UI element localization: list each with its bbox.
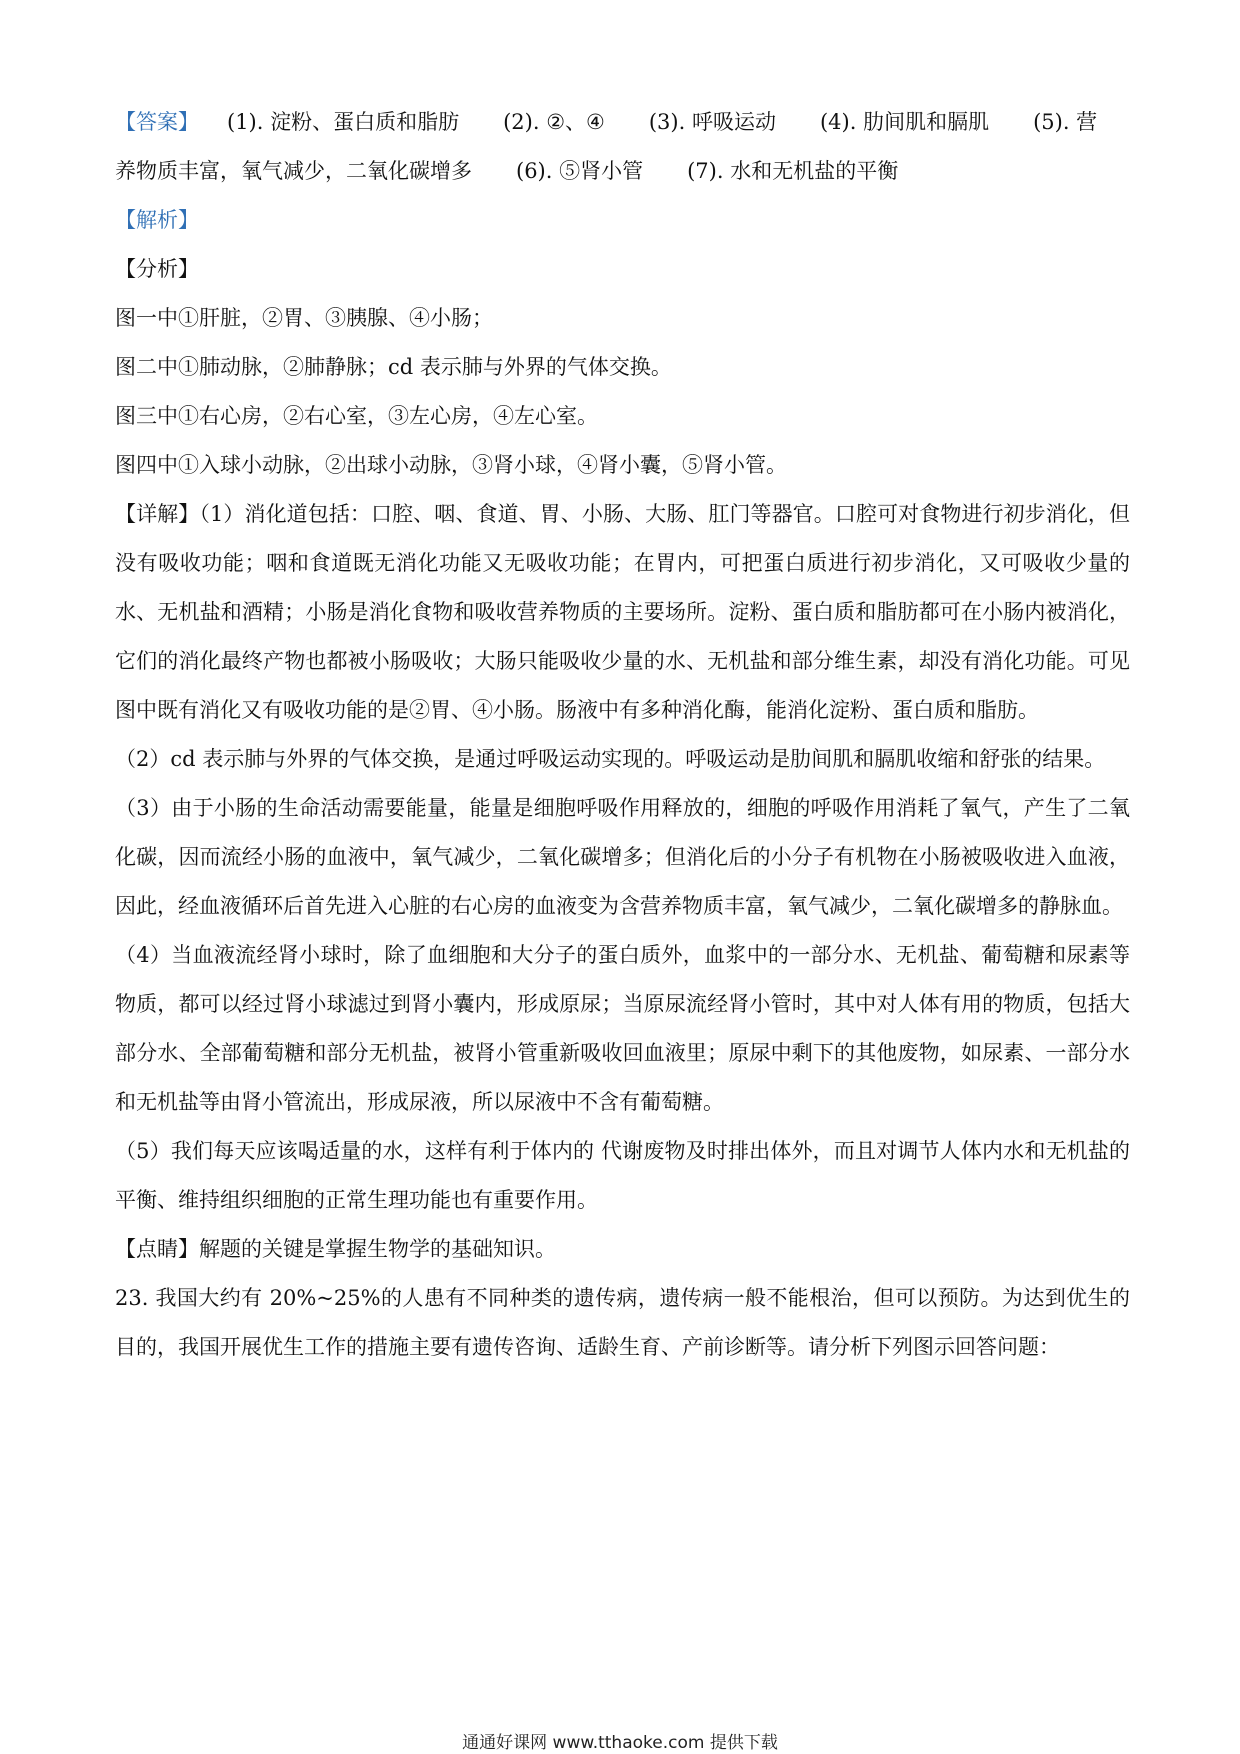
detail-paragraph-3: （3）由于小肠的生命活动需要能量，能量是细胞呼吸作用释放的，细胞的呼吸作用消耗了氧气，产生了二氧化碳，因而流经小肠的血液中，氧气减少，二氧化碳增多；但消化后的小分子有机物在小肠被吸收进入血液，因此，经血液循环后首先进入心脏的右心房的血液变为含营养物质丰富，氧气减少，二氧化碳增多的静脉血。 xyxy=(115,796,1130,918)
dianjing-paragraph xyxy=(115,1225,1130,1274)
answer-line-2 xyxy=(115,147,1130,196)
answer-item: 养物质丰富，氧气减少，二氧化碳增多 xyxy=(115,159,472,183)
detail-paragraph-1 xyxy=(115,490,1130,735)
fenxi-heading: 【分析】 xyxy=(115,257,199,281)
fenxi-line-4: 图四中①入球小动脉，②出球小动脉，③肾小球，④肾小囊，⑤肾小管。 xyxy=(115,453,787,477)
answer-tag: 【答案】 xyxy=(115,110,199,134)
detail-tag: 【详解】 xyxy=(115,502,200,526)
answer-item: (7). 水和无机盐的平衡 xyxy=(687,159,899,183)
answer-line-1 xyxy=(115,98,1130,147)
footer-watermark: 通通好课网 www.tthaoke.com 提供下载 xyxy=(462,1733,778,1753)
answer-item: (1). 淀粉、蛋白质和脂肪 xyxy=(227,110,460,134)
answer-item: (3). 呼吸运动 xyxy=(648,110,776,134)
dianjing-tag: 【点睛】 xyxy=(115,1237,199,1261)
fenxi-line-2: 图二中①肺动脉，②肺静脉；cd 表示肺与外界的气体交换。 xyxy=(115,355,672,379)
answer-item: (2). ②、④ xyxy=(503,110,605,134)
question-23: 23. 我国大约有 20%~25%的人患有不同种类的遗传病，遗传病一般不能根治，但可以预防。为达到优生的目的，我国开展优生工作的措施主要有遗传咨询、适龄生育、产前诊断等。请分析下列图示回答问题： xyxy=(115,1286,1130,1359)
detail-text-1: （1）消化道包括：口腔、咽、食道、胃、小肠、大肠、肛门等器官。口腔可对食物进行初步消化，但没有吸收功能；咽和食道既无消化功能又无吸收功能；在胃内，可把蛋白质进行初步消化，又可吸收少量的水、无机盐和酒精；小肠是消化食物和吸收营养物质的主要场所。淀粉、蛋白质和脂肪都可在小肠内被消化，它们的消化最终产物也都被小肠吸收；大肠只能吸收少量的水、无机盐和部分维生素，却没有消化功能。可见图中既有消化又有吸收功能的是②胃、④小肠。肠液中有多种消化酶，能消化淀粉、蛋白质和脂肪。 xyxy=(115,502,1131,722)
detail-paragraph-4: （4）当血液流经肾小球时，除了血细胞和大分子的蛋白质外，血浆中的一部分水、无机盐、葡萄糖和尿素等物质，都可以经过肾小球滤过到肾小囊内，形成原尿；当原尿流经肾小管时，其中对人体有用的物质，包括大部分水、全部葡萄糖和部分无机盐，被肾小管重新吸收回血液里；原尿中剩下的其他废物，如尿素、一部分水和无机盐等由肾小管流出，形成尿液，所以尿液中不含有葡萄糖。 xyxy=(115,943,1130,1114)
page-content xyxy=(115,98,1130,1372)
answer-item: (4). 肋间肌和膈肌 xyxy=(819,110,990,134)
fenxi-line-3: 图三中①右心房，②右心室，③左心房，④左心室。 xyxy=(115,404,598,428)
answer-item: (5). 营 xyxy=(1033,110,1098,134)
dianjing-text: 解题的关键是掌握生物学的基础知识。 xyxy=(199,1237,556,1261)
analysis-heading xyxy=(115,196,1130,245)
analysis-tag: 【解析】 xyxy=(115,208,199,232)
detail-paragraph-5: （5）我们每天应该喝适量的水，这样有利于体内的 代谢废物及时排出体外，而且对调节人体内水和无机盐的平衡、维持组织细胞的正常生理功能也有重要作用。 xyxy=(115,1139,1130,1212)
detail-paragraph-2: （2）cd 表示肺与外界的气体交换，是通过呼吸运动实现的。呼吸运动是肋间肌和膈肌收缩和舒张的结果。 xyxy=(115,747,1106,771)
answer-items-1 xyxy=(227,110,1097,134)
fenxi-line-1: 图一中①肝脏，②胃、③胰腺、④小肠； xyxy=(115,306,493,330)
answer-item: (6). ⑤肾小管 xyxy=(516,159,644,183)
